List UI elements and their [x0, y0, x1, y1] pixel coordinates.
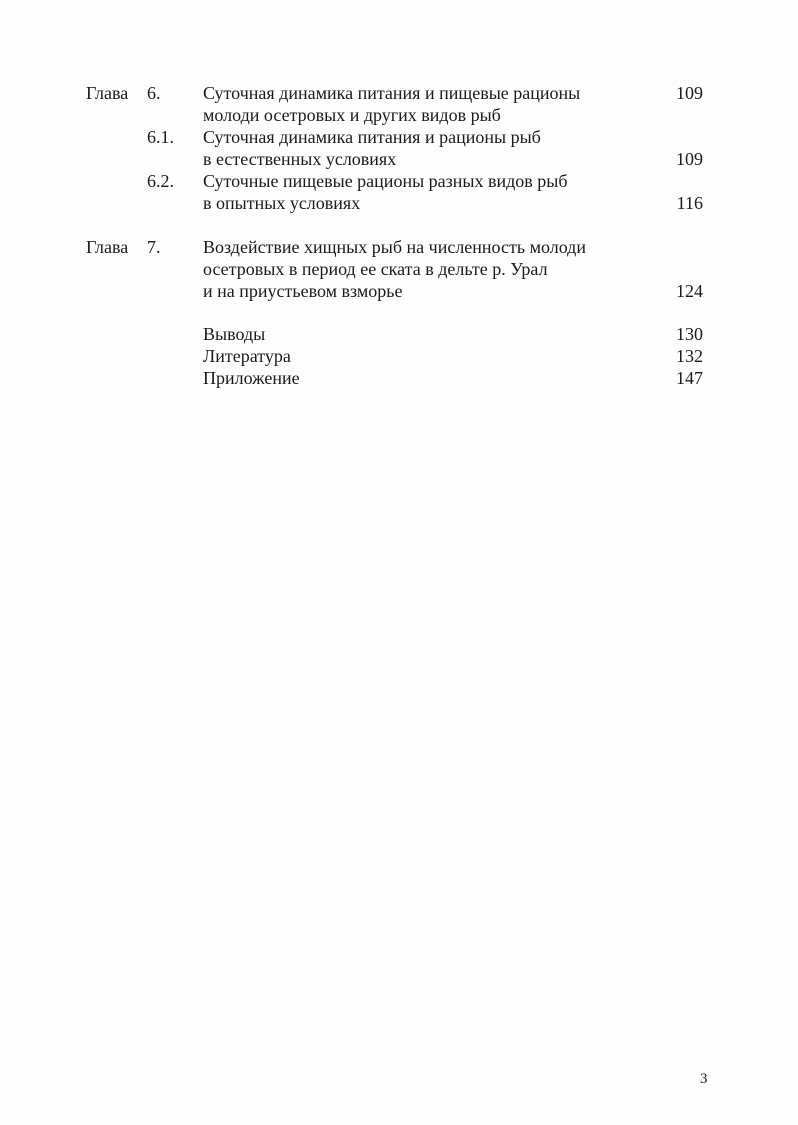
section-page: 109	[676, 149, 703, 169]
back-matter-title: Выводы	[203, 324, 266, 344]
back-matter-page: 130	[676, 324, 703, 344]
page-number: 3	[700, 1071, 708, 1087]
section-title-line: Суточная динамика питания и рационы рыб	[203, 127, 541, 147]
back-matter-page: 132	[676, 346, 703, 366]
chapter-label: Глава	[86, 237, 129, 257]
chapter-number: 6.	[147, 83, 161, 103]
back-matter-page: 147	[676, 368, 703, 388]
back-matter-title: Приложение	[203, 368, 300, 388]
section-title-line: в опытных условиях	[203, 193, 361, 213]
chapter-page: 124	[676, 281, 703, 301]
chapter-page: 109	[676, 83, 703, 103]
section-title-line: в естественных условиях	[203, 149, 397, 169]
chapter-number: 7.	[147, 237, 161, 257]
back-matter-title: Литература	[203, 346, 291, 366]
chapter-title-line: Суточная динамика питания и пищевые рационы	[203, 83, 581, 103]
chapter-label: Глава	[86, 83, 129, 103]
section-number: 6.1.	[147, 127, 174, 147]
chapter-title-line: и на приустьевом взморье	[203, 281, 403, 301]
chapter-title-line: осетровых в период ее ската в дельте р. Урал	[203, 259, 548, 279]
section-title-line: Суточные пищевые рационы разных видов рыб	[203, 171, 568, 191]
chapter-title-line: Воздействие хищных рыб на численность молоди	[203, 237, 586, 257]
chapter-title-line: молоди осетровых и других видов рыб	[203, 105, 501, 125]
section-number: 6.2.	[147, 171, 174, 191]
section-page: 116	[676, 193, 703, 213]
